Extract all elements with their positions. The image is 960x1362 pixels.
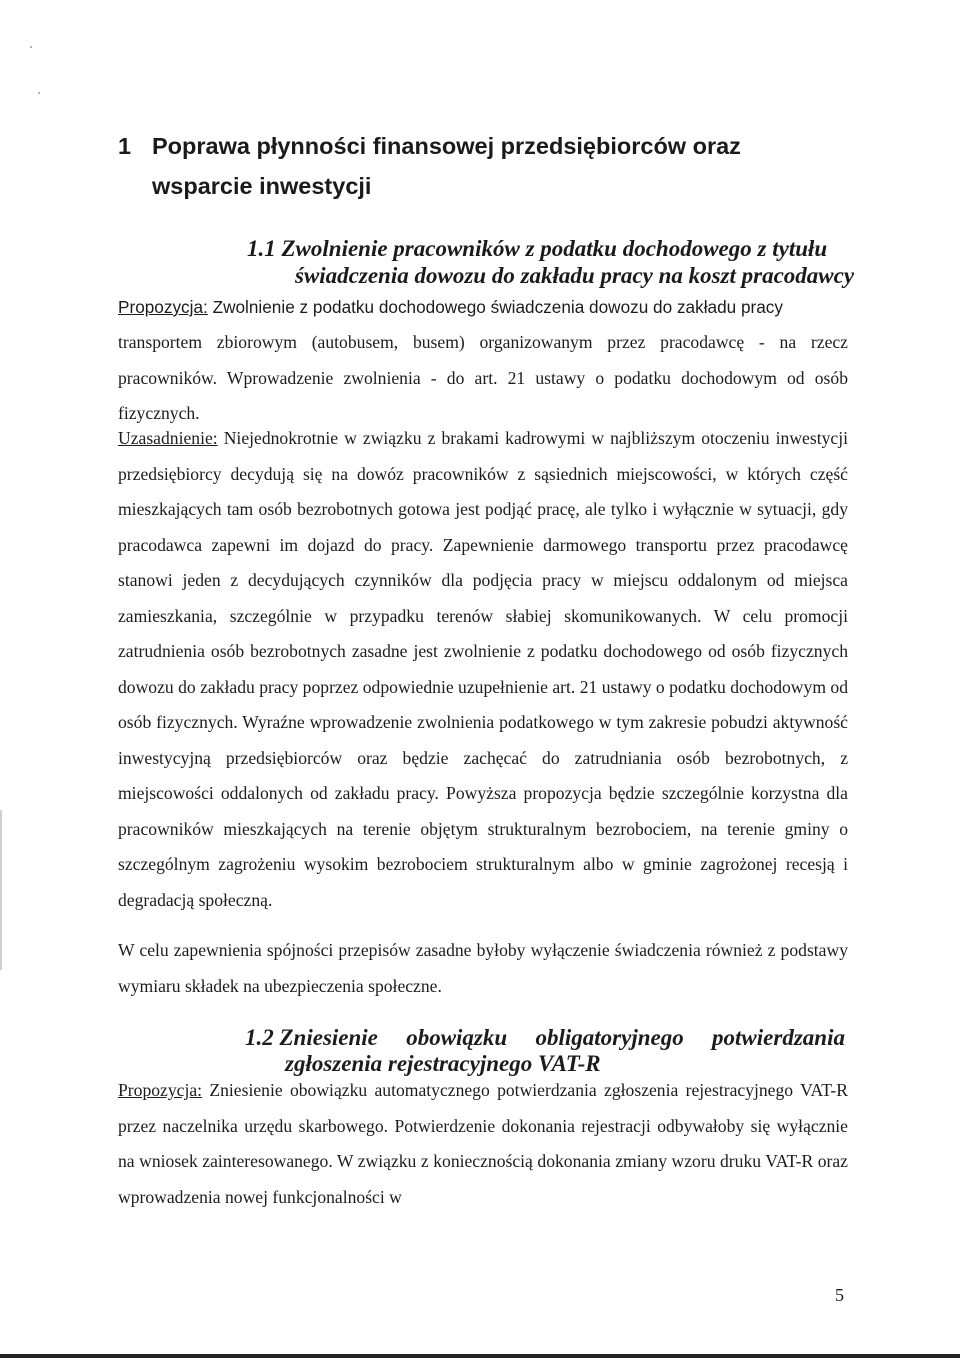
- page-number: 5: [835, 1285, 844, 1305]
- section-1-1-title-text: Zwolnienie pracowników z podatku dochodowego z tytułu: [281, 236, 828, 261]
- section-1-2-title-word1: [245, 1025, 378, 1051]
- section-1-1-title-line1: [247, 235, 827, 262]
- section-1-1-extra: W celu zapewnienia spójności przepisów zasadne byłoby wyłączenie świadczenia również z podstawy wymiaru składek na ubezpieczenia społeczne.: [118, 940, 848, 996]
- section-1-2-number: 1.2: [245, 1025, 274, 1050]
- heading-1-line1: Poprawa płynności finansowej przedsiębiorców oraz: [152, 133, 741, 159]
- section-1-1-title-line2: świadczenia dowozu do zakładu pracy na koszt pracodawcy: [295, 263, 855, 288]
- heading-1-number: 1: [118, 133, 132, 159]
- proposal-label: Propozycja:: [118, 1080, 203, 1100]
- section-1-1-number: 1.1: [247, 236, 276, 261]
- proposal-text-line1: Zwolnienie z podatku dochodowego świadczenia dowozu do zakładu pracy: [207, 297, 783, 317]
- section-1-2-title-word3: obligatoryjnego: [535, 1025, 684, 1050]
- section-1-2-title-word4: potwierdzania: [712, 1025, 845, 1050]
- scan-speck: [38, 92, 40, 94]
- heading-1-line2: wsparcie inwestycji: [152, 173, 372, 199]
- section-1-2-proposal: [118, 1073, 848, 1215]
- heading-1: [118, 126, 878, 206]
- section-1-1-proposal-rest: transportem zbiorowym (autobusem, busem) organizowanym przez pracodawcę - na rzecz pracowników. Wprowadzenie zwolnienia - do art. 21 ustawy o podatku dochodowym od osób fizycznych.: [118, 332, 848, 423]
- scan-margin-line: [0, 810, 2, 970]
- section-1-1-justification: [118, 421, 848, 918]
- section-1-2-title-line2: zgłoszenia rejestracyjnego VAT-R: [285, 1051, 601, 1076]
- bottom-rule: [0, 1354, 960, 1358]
- justification-text: Niejednokrotnie w związku z brakami kadrowymi w najbliższym otoczeniu inwestycji przedsiębiorcy decydują się na dowóz pracowników z sąsiednich miejscowości, w których część mieszkających tam osób bezrobotnych gotowa jest podjąć pracę, ale tylko i wyłącznie w sytuacji, gdy pracodawca zapewni im dojazd do pracy. Zapewnienie darmowego transportu przez pracodawcę stanowi jeden z decydujących czynników dla podjęcia pracy w miejscu oddalonym od miejsca zamieszkania, szczególnie w przypadku terenów słabiej skomunikowanych. W celu promocji zatrudnienia osób bezrobotnych zasadne jest zwolnienie z podatku dochodowego od osób fizycznych dowozu do zakładu pracy poprzez odpowiednie uzupełnienie art. 21 ustawy o podatku dochodowym od osób fizycznych. Wyraźne wprowadzenie zwolnienia podatkowego w tym zakresie pobudzi aktywność inwestycyjną przedsiębiorców oraz będzie zachęcać do zatrudniania osób bezrobotnych, z miejscowości oddalonych od zakładu pracy. Powyższa propozycja będzie szczególnie korzystna dla pracowników mieszkających na terenie objętym strukturalnym bezrobociem, na terenie gminy o szczególnym zagrożeniu wysokim bezrobociem strukturalnym albo w gminie zagrożonej recesją i degradacją społeczną.: [118, 428, 848, 910]
- section-1-2-title-word2: obowiązku: [406, 1025, 508, 1050]
- scan-speck: [30, 46, 32, 48]
- section-1-1-proposal-line1: [118, 294, 858, 321]
- proposal-label: Propozycja:: [118, 297, 208, 317]
- section-1-2-proposal-text: Zniesienie obowiązku automatycznego potwierdzania zgłoszenia rejestracyjnego VAT-R przez naczelnika urzędu skarbowego. Potwierdzenie dokonania rejestracji odbywałoby się wyłącznie na wniosek zainteresowanego. W związku z koniecznością dokonania zmiany wzoru druku VAT-R oraz wprowadzenia nowej funkcjonalności w: [118, 1080, 848, 1207]
- section-1-2-title: [245, 1025, 845, 1077]
- section-1-2-word-a: Zniesienie: [279, 1025, 378, 1050]
- justification-label: Uzasadnienie:: [118, 428, 218, 448]
